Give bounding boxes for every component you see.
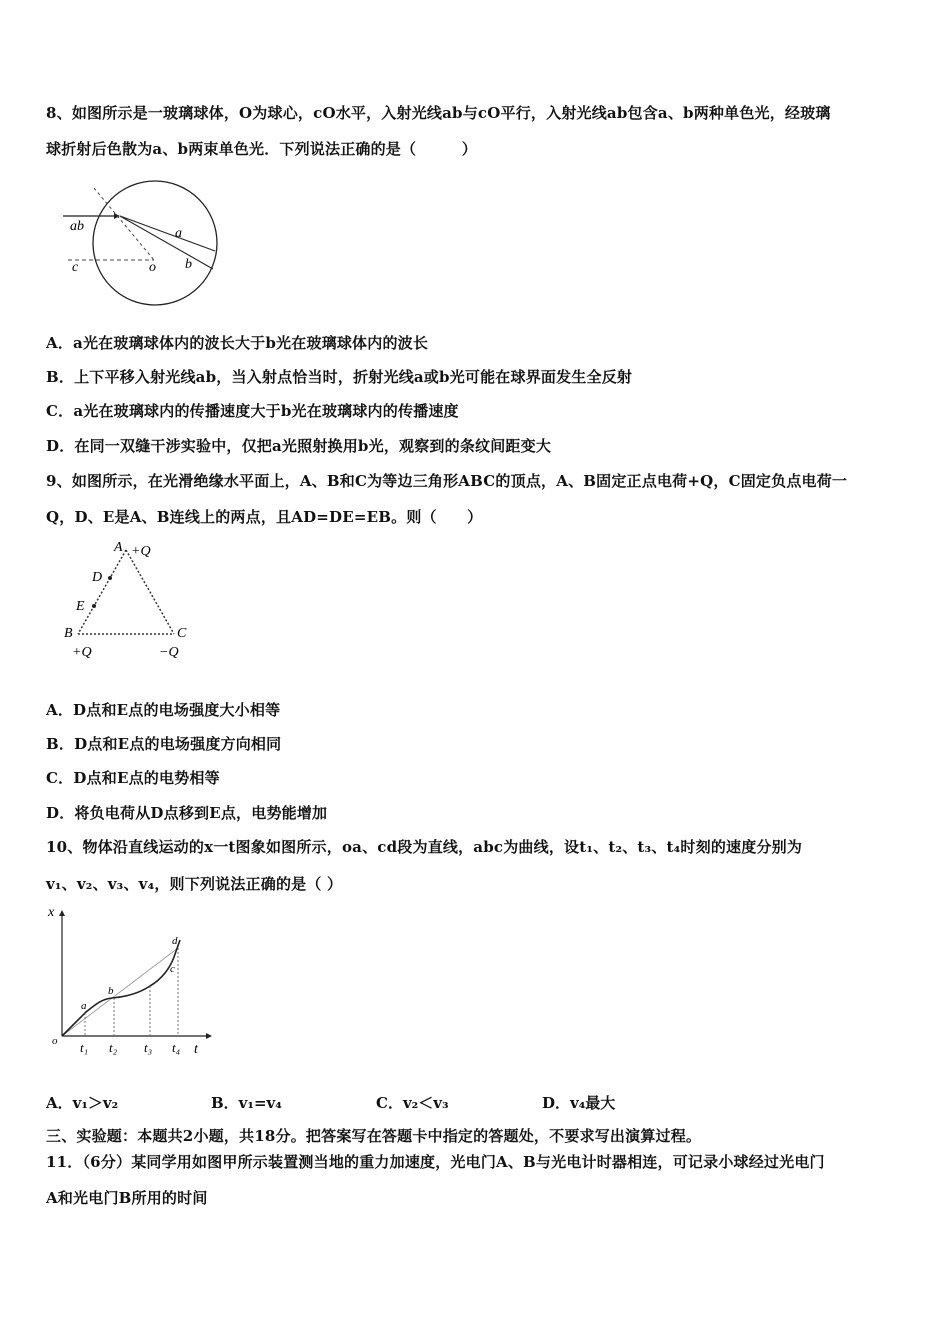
- xt-curve: [62, 940, 180, 1036]
- label-A: A: [114, 540, 123, 555]
- label-E: E: [76, 599, 85, 614]
- q8-glass-sphere-figure: [58, 168, 228, 318]
- section3-heading: 三、实验题：本题共2小题，共18分。把答案写在答题卡中指定的答题处，不要求写出演算过程。: [46, 1127, 702, 1145]
- label-b: b: [185, 257, 192, 272]
- label-t1: t₁: [80, 1040, 89, 1055]
- glass-sphere-circle: [93, 181, 217, 305]
- q8-stem-line1: 8、如图所示是一玻璃球体，O为球心，cO水平，入射光线ab与cO平行，入射光线ab包含a、b两种单色光，经玻璃: [46, 104, 831, 122]
- label-b: b: [108, 985, 114, 997]
- point-e: [92, 604, 96, 608]
- q9-option-b: B．D点和E点的电场强度方向相同: [46, 735, 282, 753]
- label-x: x: [48, 905, 55, 920]
- q10-options-row: [46, 1092, 906, 1114]
- q10-option-c: C．v₂＜v₃: [376, 1094, 449, 1112]
- refracted-ray-a: [120, 216, 215, 251]
- label-t: t: [194, 1042, 198, 1057]
- q8-option-d: D．在同一双缝干涉实验中，仅把a光照射换用b光，观察到的条纹间距变大: [46, 437, 552, 455]
- q9-stem-line2: Q，D、E是A、B连线上的两点，且AD=DE=EB。则（ ）: [46, 508, 483, 526]
- q11-stem-line2: A和光电门B所用的时间: [46, 1189, 208, 1207]
- q8-option-b: B．上下平移入射光线ab，当入射点恰当时，折射光线a或b光可能在球界面发生全反射: [46, 368, 633, 386]
- label-c: c: [170, 963, 175, 975]
- t-axis-arrow: [206, 1033, 212, 1039]
- q10-option-b: B．v₁=v₄: [211, 1094, 282, 1112]
- label-t2: t₂: [109, 1040, 118, 1055]
- q10-option-a: A．v₁＞v₂: [46, 1094, 119, 1112]
- q9-option-d: D．将负电荷从D点移到E点，电势能增加: [46, 804, 328, 822]
- label-o: o: [52, 1035, 58, 1047]
- label-o: o: [149, 260, 156, 275]
- label-c: c: [72, 260, 79, 275]
- q10-xt-graph: [44, 902, 214, 1062]
- q8-option-a: A．a光在玻璃球体内的波长大于b光在玻璃球体内的波长: [46, 334, 429, 352]
- label-B: B: [64, 626, 73, 641]
- label-D: D: [92, 570, 103, 585]
- point-d: [108, 576, 112, 580]
- refracted-ray-b: [120, 216, 213, 269]
- label-plusQ-B: +Q: [72, 645, 92, 660]
- label-a: a: [175, 226, 182, 241]
- label-ab: ab: [70, 219, 84, 234]
- label-plusQ-A: +Q: [131, 544, 151, 559]
- label-t4: t₄: [172, 1040, 181, 1055]
- q9-stem-line1: 9、如图所示，在光滑绝缘水平面上，A、B和C为等边三角形ABC的顶点，A、B固定正点电荷+Q，C固定负点电荷一: [46, 472, 848, 490]
- label-minusQ-C: −Q: [159, 645, 179, 660]
- normal-dashed-line: [94, 188, 154, 260]
- label-d: d: [172, 935, 178, 947]
- q10-stem-line1: 10、物体沿直线运动的x一t图象如图所示，oa、cd段为直线，abc为曲线，设t₁、t₂、t₃、t₄时刻的速度分别为: [46, 838, 803, 856]
- q8-option-c: C．a光在玻璃球内的传播速度大于b光在玻璃球内的传播速度: [46, 402, 459, 420]
- q9-triangle-figure: [58, 536, 208, 666]
- side-ac: [126, 550, 174, 634]
- label-C: C: [177, 626, 187, 641]
- q10-option-d: D．v₄最大: [542, 1094, 616, 1112]
- q11-stem-line1: 11．（6分）某同学用如图甲所示装置测当地的重力加速度，光电门A、B与光电计时器相连，可记录小球经过光电门: [46, 1153, 825, 1171]
- q9-option-c: C．D点和E点的电势相等: [46, 769, 220, 787]
- x-axis-arrow: [59, 910, 65, 916]
- q9-option-a: A．D点和E点的电场强度大小相等: [46, 701, 281, 719]
- label-a: a: [81, 1000, 87, 1012]
- label-t3: t₃: [144, 1040, 153, 1055]
- q8-stem-line2: 球折射后色散为a、b两束单色光．下列说法正确的是（ ）: [46, 140, 478, 158]
- side-ab: [78, 550, 126, 634]
- od-chord-line: [62, 948, 178, 1036]
- q10-stem-line2: v₁、v₂、v₃、v₄，则下列说法正确的是（ ）: [46, 875, 343, 893]
